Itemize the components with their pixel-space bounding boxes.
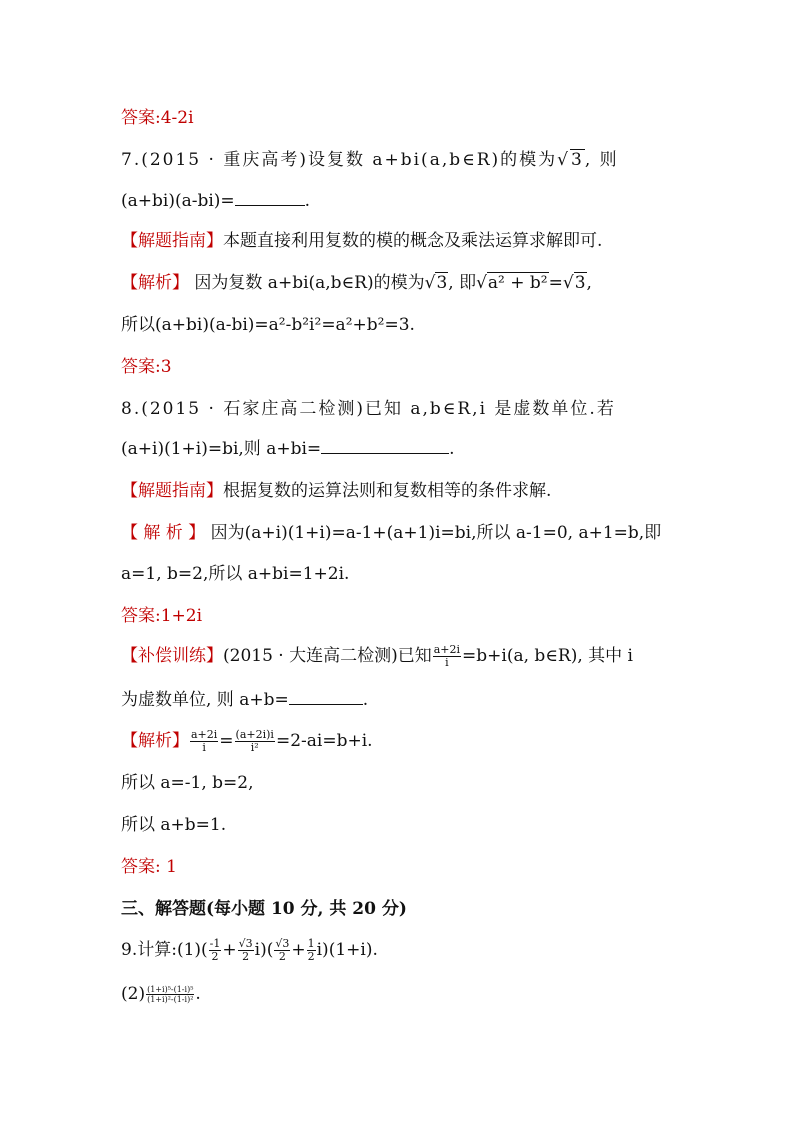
q8-solution-line1: [121, 521, 694, 545]
extra-tag: 【补偿训练】: [121, 646, 223, 666]
q7-guide-text: 本题直接利用复数的模的概念及乘法运算求解即可.: [223, 231, 603, 251]
q9-part1: [121, 938, 694, 963]
q9-part2: [121, 982, 694, 1006]
q7-solution-text-a: 因为复数 a+bi(a,b∈R)的模为: [194, 273, 425, 293]
extra-fraction: $\frac{a+2i}{i}$: [433, 643, 461, 669]
section3-heading: 三、解答题(每小题 10 分, 共 20 分): [121, 899, 407, 919]
q8-period: .: [449, 439, 455, 459]
q9-frac2: $\frac{√3}{2}$: [238, 937, 253, 963]
q9-frac4: $\frac{1}{2}$: [307, 937, 315, 963]
q9-frac1: $\frac{-1}{2}$: [209, 937, 221, 963]
q9-part2-fraction: $\frac{\text{(1+i)⁵-(1-i)⁵}}{\text{(1+i)²-(1-i)²}}$: [147, 985, 194, 1004]
q8-answer-blank: [321, 437, 449, 454]
q7-stem-prefix: 7.(2015 · 重庆高考)设复数 a+bi(a,b∈R)的模为: [121, 150, 558, 170]
q8-stem-line2: [121, 437, 694, 461]
q7-expression: (a+bi)(a-bi)=: [121, 191, 235, 211]
extra-line2-text: 为虚数单位, 则 a+b=: [121, 690, 289, 710]
q8-guide-tag: 【解题指南】: [121, 481, 223, 501]
extra-stem-line2: [121, 688, 694, 712]
extra-stem-line1: [121, 644, 694, 669]
q7-solution-text-c: =: [548, 273, 563, 293]
q7-guide: [121, 229, 694, 253]
q8-expression: (a+i)(1+i)=bi,则 a+bi=: [121, 439, 322, 459]
extra-solution-line3: 所以 a+b=1.: [121, 815, 227, 835]
q7-period: .: [304, 191, 311, 211]
extra-solution-fraction1: $\frac{a+2i}{i}$: [191, 728, 218, 754]
q7-stem-line1: [121, 148, 694, 172]
q8-solution-line2: a=1, b=2,所以 a+bi=1+2i.: [121, 564, 350, 584]
extra-text-a: (2015 · 大连高二检测)已知: [223, 646, 432, 666]
q8-solution-text: 因为(a+i)(1+i)=a-1+(a+1)i=bi,所以 a-1=0, a+1=b,即: [205, 523, 662, 543]
q7-sqrt-a2b2: √a² + b²: [476, 273, 548, 293]
extra-solution-line1: [121, 729, 694, 754]
q7-solution-text-b: , 即: [448, 273, 477, 293]
q8-solution-tag: 【 解 析 】: [121, 523, 206, 543]
extra-answer-blank: [289, 688, 363, 705]
extra-solution-eq: =: [219, 731, 234, 751]
q7-answer-blank: [235, 189, 305, 206]
extra-text-b: =b+i(a, b∈R), 其中 i: [462, 646, 633, 666]
q7-answer: 答案:3: [121, 357, 172, 377]
q9-part2-prefix: (2): [121, 984, 146, 1004]
extra-solution-tag: 【解析】: [121, 731, 189, 751]
q7-solution-line2: 所以(a+bi)(a-bi)=a²-b²i²=a²+b²=3.: [121, 315, 415, 335]
q9-frac3: $\frac{√3}{2}$: [275, 937, 290, 963]
q9-mid: i)(: [254, 940, 274, 960]
q7-stem-line2: [121, 189, 694, 213]
q9-plus1: +: [222, 940, 237, 960]
q6-answer: 答案:4-2i: [121, 108, 194, 128]
extra-period: .: [362, 690, 369, 710]
q9-plus2: +: [291, 940, 306, 960]
q7-solution-text-d: ,: [586, 273, 592, 293]
q7-guide-tag: 【解题指南】: [121, 231, 223, 251]
q8-guide: [121, 479, 694, 503]
q9-part2-suffix: .: [195, 984, 201, 1004]
q7-sqrt-3: √3: [557, 150, 584, 170]
q7-solution-tag: 【解析】: [121, 273, 189, 293]
q9-suffix: i)(1+i).: [316, 940, 378, 960]
q8-guide-text: 根据复数的运算法则和复数相等的条件求解.: [223, 481, 552, 501]
extra-solution-fraction2: $\frac{(a+2i)i}{\text{i²}}$: [235, 728, 274, 754]
extra-answer: 答案: 1: [121, 857, 177, 877]
q7-stem-suffix: , 则: [584, 150, 619, 170]
extra-solution-line2: 所以 a=-1, b=2,: [121, 773, 254, 793]
q7-sqrt-3-b: √3: [562, 273, 586, 293]
q8-answer: 答案:1+2i: [121, 606, 203, 626]
q8-stem-line1: 8.(2015 · 石家庄高二检测)已知 a,b∈R,i 是虚数单位.若: [121, 399, 616, 419]
q9-prefix: 9.计算:(1)(: [121, 940, 208, 960]
q7-sqrt-3-a: √3: [424, 273, 448, 293]
q7-solution-line1: [121, 271, 694, 295]
extra-solution-rest: =2-ai=b+i.: [275, 731, 373, 751]
